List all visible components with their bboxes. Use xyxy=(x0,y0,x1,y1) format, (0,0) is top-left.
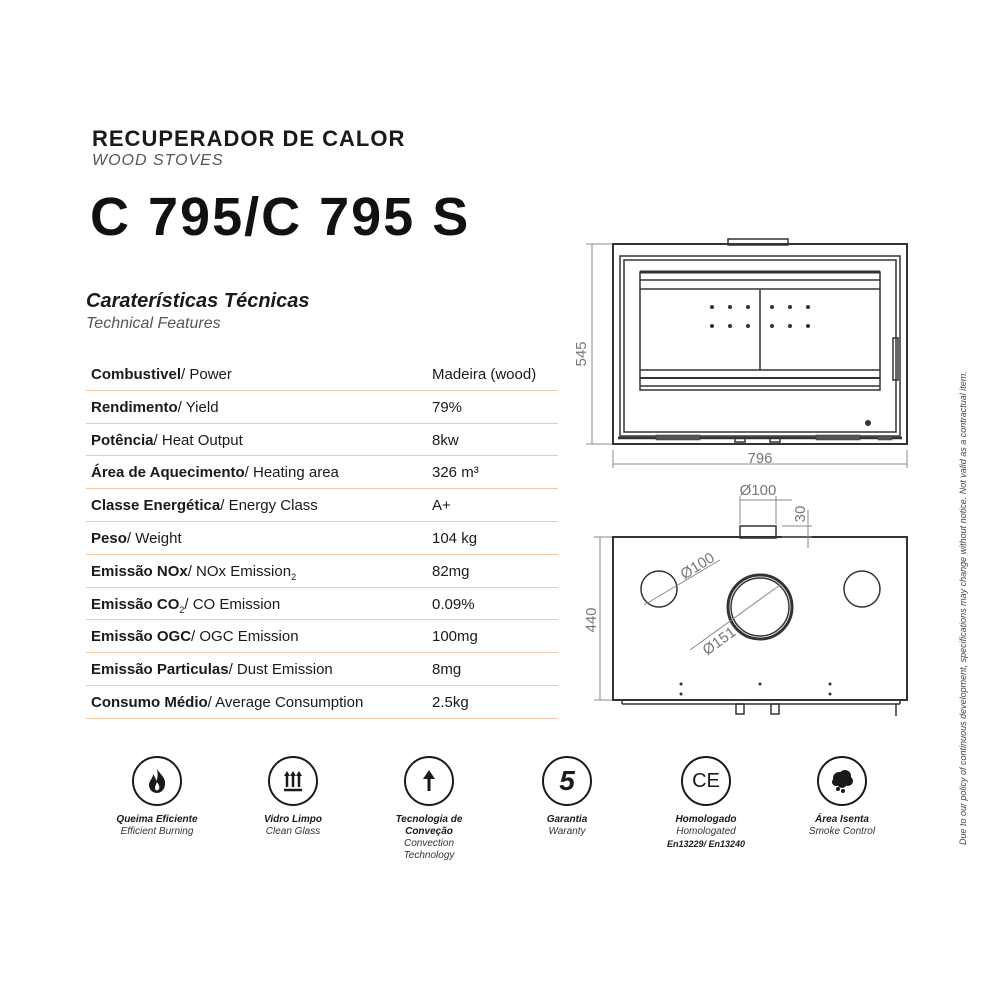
feature-smoke-control xyxy=(762,756,922,838)
spec-label-en: / Average Consumption xyxy=(207,693,364,711)
dim-front-width: 796 xyxy=(747,450,773,467)
spec-label-subscript: 2 xyxy=(179,604,185,615)
dim-top-flue: Ø100 xyxy=(739,482,777,499)
spec-label: Emissão CO xyxy=(91,595,180,613)
dim-front-height: 545 xyxy=(573,341,590,367)
warranty-icon xyxy=(542,756,592,806)
spec-value: 82mg xyxy=(432,562,470,580)
dim-center-hole: Ø151 xyxy=(699,623,740,660)
icon-title: Área Isenta xyxy=(815,814,869,825)
ce-badge: CE xyxy=(692,769,720,792)
spec-label-en: / Power xyxy=(181,366,232,383)
dim-top-flue-height: 30 xyxy=(792,505,809,523)
icon-subtitle: Efficient Burning xyxy=(120,826,194,837)
ce-icon xyxy=(681,756,731,806)
features-subtitle: Technical Features xyxy=(86,315,221,332)
dim-top-depth: 440 xyxy=(583,607,600,633)
spec-label-en: / CO Emission xyxy=(184,595,281,613)
icon-title: Garantia xyxy=(546,814,588,825)
spec-label-en: / Heat Output xyxy=(153,431,243,449)
spec-label-subscript: 2 xyxy=(291,571,297,582)
spec-label: Área de Aquecimento xyxy=(91,464,245,482)
icon-note: En13229/ En13240 xyxy=(666,839,746,849)
spec-label: Emissão Particulas xyxy=(91,661,229,679)
icon-title: Tecnologia de Conveção xyxy=(395,814,463,837)
spec-value: 2.5kg xyxy=(432,693,469,711)
flame-icon xyxy=(132,756,182,806)
spec-label-en: / NOx Emission xyxy=(187,562,292,580)
icon-subtitle: Clean Glass xyxy=(265,826,321,837)
icon-subtitle: Homologated xyxy=(676,826,736,837)
glass-icon xyxy=(268,756,318,806)
icon-title: Vidro Limpo xyxy=(264,814,322,825)
icon-subtitle: Convection Technology xyxy=(403,838,455,861)
spec-label-en: / Yield xyxy=(177,398,219,416)
warranty-badge: 5 xyxy=(559,765,575,796)
spec-label: Classe Energética xyxy=(91,497,221,515)
spec-value: 8mg xyxy=(432,661,462,679)
spec-value: 79% xyxy=(432,398,463,416)
spec-label: Emissão OGC xyxy=(91,628,192,646)
spec-label: Emissão NOx xyxy=(91,562,188,580)
spec-label-en: / OGC Emission xyxy=(191,628,299,646)
spec-value: 0.09% xyxy=(432,595,475,613)
spec-label: Combustivel xyxy=(91,366,182,383)
feature-warranty xyxy=(487,756,647,838)
features-title: Caraterísticas Técnicas xyxy=(86,290,310,312)
icon-title: Queima Eficiente xyxy=(116,814,198,825)
category-subtitle: WOOD STOVES xyxy=(92,152,224,169)
spec-label-en: / Heating area xyxy=(244,464,339,482)
disclaimer: Due to our policy of continuous development, specifications may change without notice. Not valid as a contractual item. xyxy=(958,371,968,845)
spec-value: 100mg xyxy=(432,628,478,646)
icon-subtitle: Smoke Control xyxy=(808,826,876,837)
dim-side-hole: Ø100 xyxy=(677,549,718,584)
spec-label: Consumo Médio xyxy=(91,693,208,711)
spec-label-en: / Dust Emission xyxy=(228,661,333,679)
spec-value: 8kw xyxy=(432,431,459,449)
spec-label-en: / Energy Class xyxy=(220,497,318,515)
model-name: C 795/C 795 S xyxy=(90,187,471,247)
top-view xyxy=(613,526,907,716)
spec-value: A+ xyxy=(432,497,451,515)
spec-label-en: / Weight xyxy=(126,529,182,547)
convection-icon xyxy=(404,756,454,806)
spec-value: Madeira (wood) xyxy=(432,366,537,383)
category-title: RECUPERADOR DE CALOR xyxy=(92,126,406,151)
spec-label: Rendimento xyxy=(91,398,178,416)
spec-value: 104 kg xyxy=(432,529,478,547)
feature-convection xyxy=(349,756,509,862)
spec-label: Peso xyxy=(91,529,127,547)
spec-label: Potência xyxy=(91,431,154,449)
icon-title: Homologado xyxy=(675,814,737,825)
smoke-icon xyxy=(817,756,867,806)
front-view xyxy=(613,239,907,444)
icon-subtitle: Waranty xyxy=(548,826,586,837)
spec-value: 326 m³ xyxy=(432,464,479,482)
